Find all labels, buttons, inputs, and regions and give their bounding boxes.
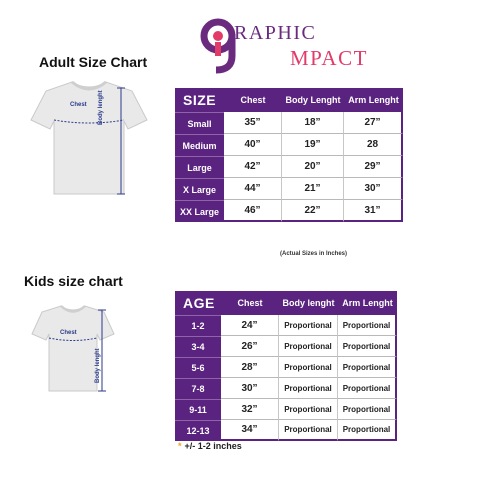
row-label: 3-4 [175,336,221,357]
body-length-cell: Proportional [279,378,338,399]
body-length-cell: 19” [282,134,344,156]
arm-length-cell: 30” [344,178,403,200]
adult-chest-label: Chest [70,102,87,108]
chest-cell: 34” [221,420,279,441]
table-row [175,156,403,178]
table-row [175,112,403,134]
adult-length-label: Body lenght [98,90,104,125]
units-note: (Actual Sizes in Inches) [280,251,348,257]
body-length-cell: Proportional [279,357,338,378]
arm-length-cell: 27” [344,112,403,134]
body-length-cell: 21” [282,178,344,200]
adult-col-arm-length: Arm Lenght [348,95,399,105]
arm-length-cell: 31” [344,200,403,222]
table-row [175,200,403,222]
row-label: 5-6 [175,357,221,378]
chest-cell: 35” [224,112,282,134]
kids-length-label: Body lenght [95,348,101,383]
chest-cell: 26” [221,336,279,357]
tolerance-text: +/- 1-2 inches [184,441,242,451]
chest-cell: 44” [224,178,282,200]
adult-size-table [175,88,403,222]
row-label: Small [175,112,224,134]
body-length-cell: Proportional [279,399,338,420]
chest-cell: 30” [221,378,279,399]
chest-cell: 28” [221,357,279,378]
kids-size-table [175,291,397,441]
kids-chest-label: Chest [60,330,77,336]
arm-length-cell: Proportional [338,357,397,378]
row-label: 7-8 [175,378,221,399]
table-row [175,399,397,420]
adult-tshirt-illustration [28,76,150,198]
chest-cell: 46” [224,200,282,222]
adult-col-chest: Chest [240,95,266,105]
table-row [175,134,403,156]
kids-col-arm-length: Arm Lenght [342,298,393,308]
table-row [175,178,403,200]
star-icon: * [178,441,182,451]
table-row [175,315,397,336]
graphic-impact-logo-icon [198,16,238,74]
kids-tshirt-illustration [30,302,116,394]
arm-length-cell: Proportional [338,399,397,420]
kids-heading: Kids size chart [24,273,123,289]
tolerance-footnote [178,441,242,451]
chest-cell: 42” [224,156,282,178]
brand-logo [198,14,398,74]
body-length-cell: 22” [282,200,344,222]
chest-cell: 32” [221,399,279,420]
row-label: 1-2 [175,315,221,336]
arm-length-cell: 29” [344,156,403,178]
row-label: 12-13 [175,420,221,441]
row-label: X Large [175,178,224,200]
arm-length-cell: Proportional [338,378,397,399]
kids-col-body-length: Body lenght [282,298,335,308]
body-length-cell: Proportional [279,315,338,336]
arm-length-cell: Proportional [338,336,397,357]
body-length-cell: 18” [282,112,344,134]
body-length-cell: 20” [282,156,344,178]
row-label: Large [175,156,224,178]
adult-col-size: SIZE [183,92,217,108]
arm-length-cell: 28 [344,134,403,156]
row-label: XX Large [175,200,224,222]
table-row [175,336,397,357]
body-length-cell: Proportional [279,420,338,441]
row-label: Medium [175,134,224,156]
arm-length-cell: Proportional [338,420,397,441]
brand-line-2: MPACT [290,46,368,70]
body-length-cell: Proportional [279,336,338,357]
kids-header-row [175,291,397,315]
arm-length-cell: Proportional [338,315,397,336]
chest-cell: 24” [221,315,279,336]
table-row [175,378,397,399]
table-row [175,357,397,378]
adult-header-row [175,88,403,112]
chest-cell: 40” [224,134,282,156]
row-label: 9-11 [175,399,221,420]
kids-col-chest: Chest [237,298,263,308]
table-row [175,420,397,441]
brand-line-1: RAPHIC [234,22,317,44]
adult-heading: Adult Size Chart [39,54,148,70]
kids-col-age: AGE [183,295,215,311]
adult-col-body-length: Body Lenght [285,95,341,105]
